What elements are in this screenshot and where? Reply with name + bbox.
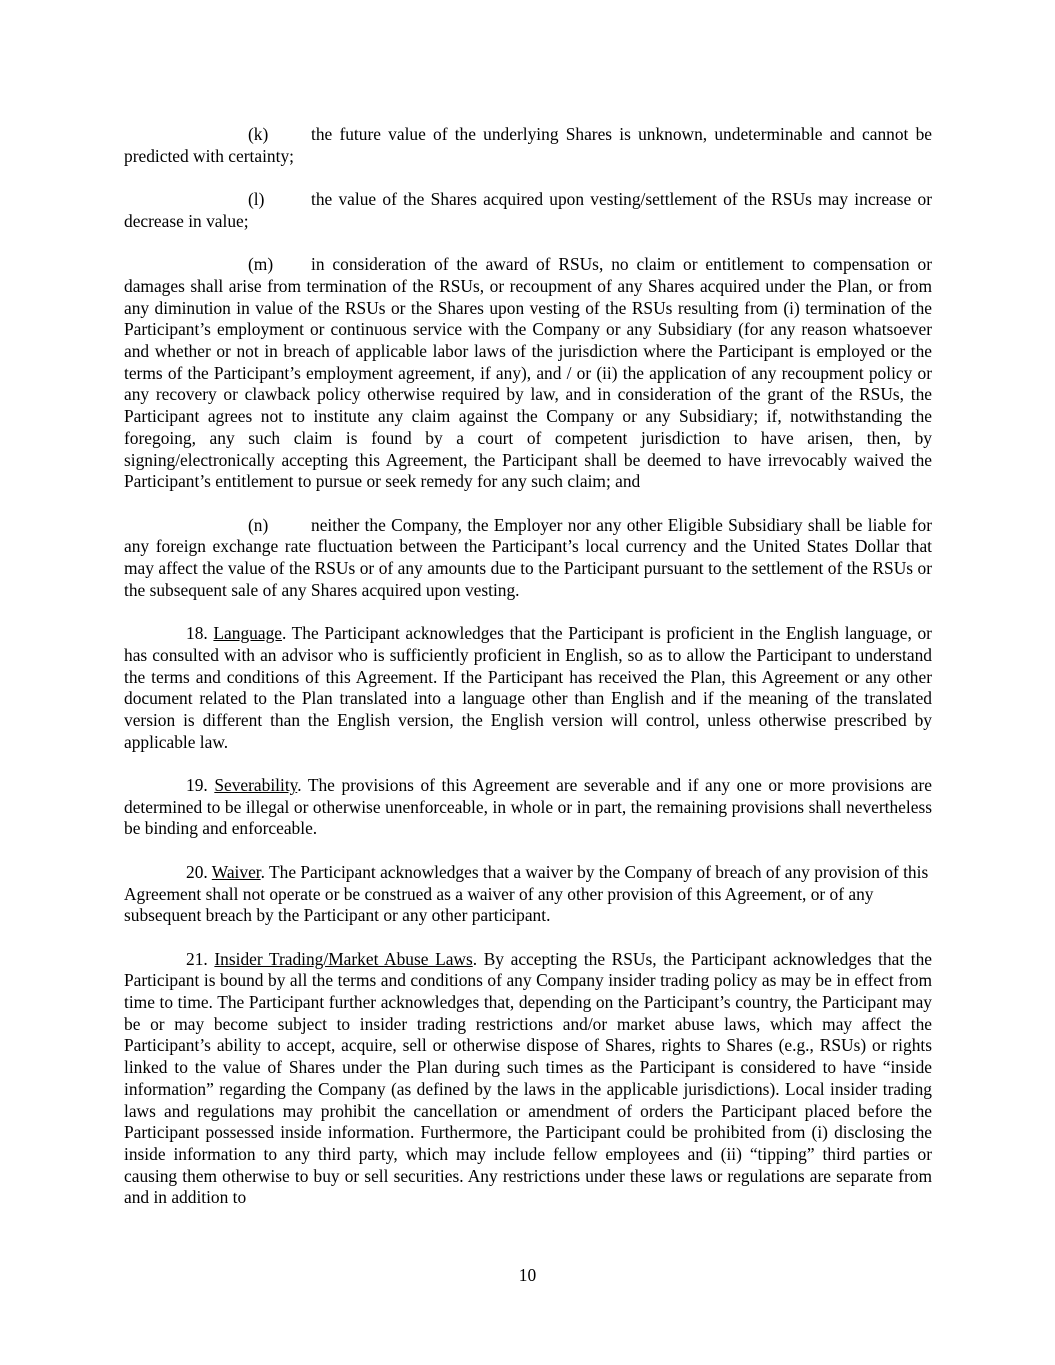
section-number: 18. <box>186 623 208 644</box>
document-body <box>124 124 932 1209</box>
list-item-l <box>124 189 932 232</box>
section-insider-trading <box>124 949 932 1209</box>
section-number: 20. <box>186 861 208 882</box>
item-text: in consideration of the award of RSUs, no claim or entitlement to compensation or damages shall arise from termination of the RSUs, or recoupment of any Shares acquired under the Plan, or from any diminution in value of the RSUs or the Shares upon vesting of the RSUs resulting from (i) termination of the Participant’s employment or continuous service with the Company or any Subsidiary (for any reason whatsoever and whether or not in breach of applicable labor laws of the jurisdiction where the Participant is employed or the terms of the Participant’s employment agreement, if any), and / or (ii) the application of any recoupment policy or any recovery or clawback policy otherwise required by law, and in consideration of the grant of the RSUs, the Participant agrees not to institute any claim against the Company or any Subsidiary; if, notwithstanding the foregoing, any such claim is found by a court of competent jurisdiction to have arisen, then, by signing/electronically accepting this Agreement, the Participant shall be deemed to have irrevocably waived the Participant’s entitlement to pursue or seek remedy for any such claim; and <box>124 254 932 492</box>
item-text: the future value of the underlying Shares is unknown, undeterminable and cannot be predicted with certainty; <box>124 124 932 166</box>
section-title: Language <box>213 623 282 644</box>
list-item-m <box>124 254 932 493</box>
page-number: 10 <box>518 1265 537 1285</box>
list-item-n <box>124 515 932 602</box>
section-language <box>124 623 932 753</box>
item-text: the value of the Shares acquired upon vesting/settlement of the RSUs may increase or decrease in value; <box>124 189 932 231</box>
item-text: neither the Company, the Employer nor any other Eligible Subsidiary shall be liable for any foreign exchange rate fluctuation between the Participant’s local currency and the United States Dollar that may affect the value of the RSUs or of any amounts due to the Participant pursuant to the settlement of the RSUs or the subsequent sale of any Shares acquired upon vesting. <box>124 514 932 600</box>
section-title: Waiver <box>211 861 261 882</box>
item-label: (m) <box>248 254 274 275</box>
section-text: . The Participant acknowledges that a waiver by the Company of breach of any provision of this Agreement shall not operate or be construed as a waiver of any other provision of this Agreement, or of any subsequent breach by the Participant or any other participant. <box>124 861 929 926</box>
item-label: (l) <box>248 189 265 210</box>
section-text: . The Participant acknowledges that the Participant is proficient in the English language, or has consulted with an advisor who is sufficiently proficient in English, so as to allow the Participant to understand the terms and conditions of this Agreement. If the Participant has received the Plan, this Agreement or any other document related to the Plan translated into a language other than English and if the meaning of the translated version is different than the English version, the English version will control, unless otherwise prescribed by applicable law. <box>124 623 932 752</box>
section-text: . By accepting the RSUs, the Participant acknowledges that the Participant is bound by all the terms and conditions of any Company insider trading policy as may be in effect from time to time. The Participant further acknowledges that, depending on the Participant’s country, the Participant may be or may become subject to insider trading restrictions and/or market abuse laws, which may affect the Participant’s ability to accept, acquire, sell or otherwise dispose of Shares, rights to Shares (e.g., RSUs) or rights linked to the value of Shares under the Plan during such times as the Participant is considered to have “inside information” regarding the Company (as defined by the laws in the applicable jurisdictions). Local insider trading laws and regulations may prohibit the cancellation or amendment of orders the Participant placed before the Participant possessed inside information. Furthermore, the Participant could be prohibited from (i) disclosing the inside information to any third party, which may include fellow employees and (ii) “tipping” third parties or causing them otherwise to buy or sell securities. Any restrictions under these laws or regulations are separate from and in addition to <box>124 948 932 1208</box>
section-number: 19. <box>186 775 208 796</box>
section-severability <box>124 775 932 840</box>
section-text: . The provisions of this Agreement are severable and if any one or more provisions are determined to be illegal or otherwise unenforceable, in whole or in part, the remaining provisions shall nevertheless be binding and enforceable. <box>124 775 932 839</box>
section-waiver <box>124 862 932 927</box>
section-title: Severability <box>214 775 298 796</box>
item-label: (k) <box>248 124 269 144</box>
section-title: Insider Trading/Market Abuse Laws <box>214 948 473 969</box>
item-label: (n) <box>248 514 269 535</box>
list-item-k <box>124 124 932 167</box>
section-number: 21. <box>186 948 208 969</box>
